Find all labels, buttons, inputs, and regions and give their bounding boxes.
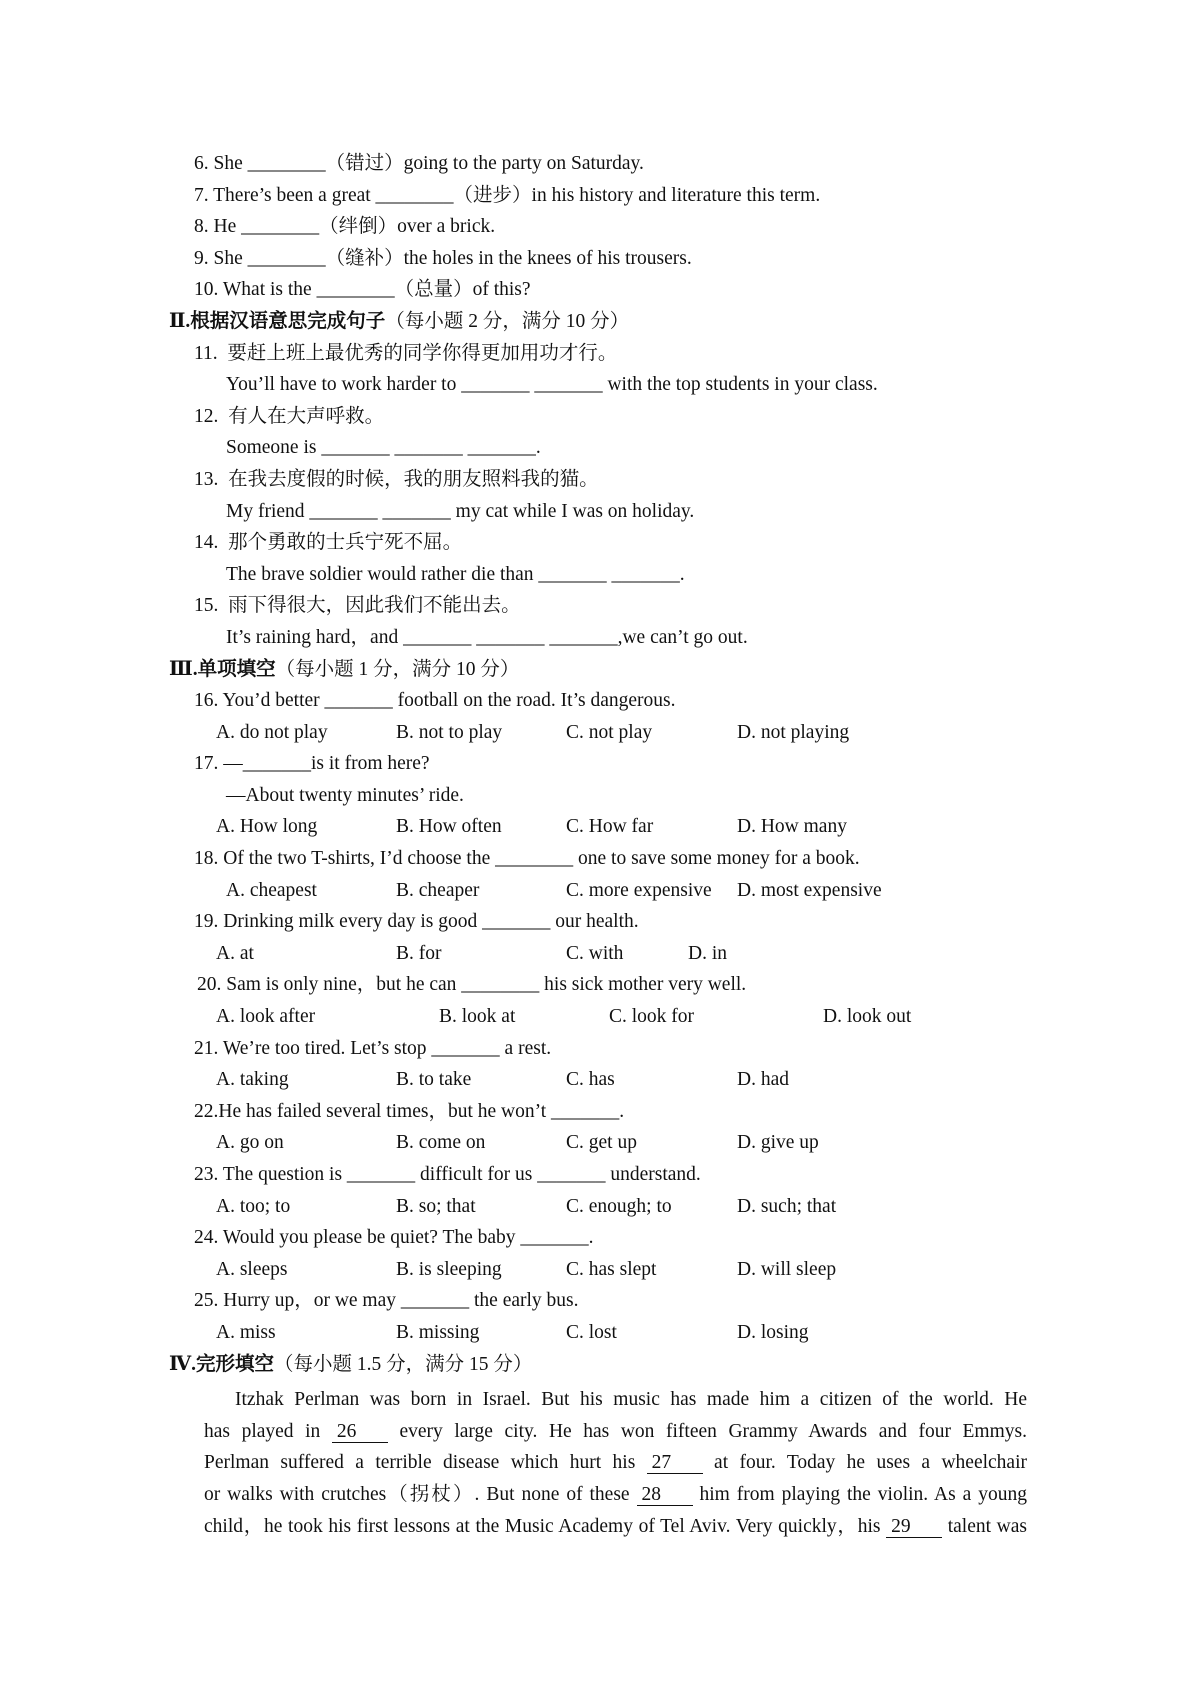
option-b: B. missing: [396, 1321, 480, 1343]
cloze-passage: [0, 1384, 1200, 1542]
option-c: C. has slept: [566, 1258, 657, 1280]
option-d: D. losing: [737, 1321, 809, 1343]
section-4-heading: [0, 1349, 1200, 1381]
option-d: D. not playing: [737, 721, 850, 743]
passage-line-1: Itzhak Perlman was born in Israel. But his music has made him a citizen of the world. He: [235, 1389, 1027, 1411]
passage-text: every large city. He has won fifteen Grammy Awards and four Emmys.: [387, 1420, 1027, 1442]
section-3-heading: [0, 654, 1200, 686]
option-b: B. How often: [396, 816, 502, 838]
passage-text: him from playing the violin. As a young: [692, 1483, 1027, 1505]
option-a: A. do not play: [216, 721, 328, 743]
question-17-reply: —About twenty minutes’ ride.: [226, 784, 464, 806]
question-21-stem: 21. We’re too tired. Let’s stop _______ a rest.: [194, 1037, 552, 1059]
option-c: C. get up: [566, 1132, 637, 1154]
question-14-english: The brave soldier would rather die than _______ _______.: [226, 563, 685, 585]
passage-line-2: [204, 1416, 1027, 1448]
option-d: D. most expensive: [737, 879, 882, 901]
question-15-chinese: 15. 雨下得很大，因此我们不能出去。: [194, 595, 521, 617]
question-20-options: [0, 1001, 1200, 1033]
option-d: D. will sleep: [737, 1258, 837, 1280]
section-3-title: Ⅲ.单项填空: [169, 658, 276, 680]
option-a: A. look after: [216, 1006, 316, 1028]
option-b: B. cheaper: [396, 879, 480, 901]
question-25-options: [0, 1317, 1200, 1349]
option-c: C. How far: [566, 816, 654, 838]
option-d: D. in: [688, 942, 727, 964]
question-11-chinese: 11. 要赶上班上最优秀的同学你得更加用功才行。: [194, 342, 618, 364]
option-a: A. miss: [216, 1321, 276, 1343]
question-14-chinese: 14. 那个勇敢的士兵宁死不屈。: [194, 532, 463, 554]
blank-26: 26: [332, 1421, 388, 1443]
passage-line-3: [204, 1447, 1027, 1479]
option-c: C. has: [566, 1069, 615, 1091]
question-18-options: [0, 875, 1200, 907]
option-c: C. more expensive: [566, 879, 712, 901]
question-15-english: It’s raining hard，and _______ _______ _______,we can’t go out.: [226, 626, 748, 648]
section-2-scoring: （每小题 2 分，满分 10 分）: [385, 310, 630, 332]
section-3-scoring: （每小题 1 分，满分 10 分）: [275, 658, 520, 680]
question-22-stem: 22.He has failed several times，but he won’t _______.: [194, 1100, 625, 1122]
blank-29: 29: [886, 1516, 942, 1538]
passage-text: child，he took his first lessons at the Music Academy of Tel Aviv. Very quickly，his: [204, 1515, 887, 1537]
blank-28: 28: [637, 1484, 693, 1506]
section-2-title: Ⅱ.根据汉语意思完成句子: [169, 310, 386, 332]
question-19-options: [0, 938, 1200, 970]
passage-text: Perlman suffered a terrible disease which hurt his: [204, 1452, 647, 1474]
question-13-chinese: 13. 在我去度假的时候，我的朋友照料我的猫。: [194, 468, 599, 490]
option-c: C. lost: [566, 1321, 617, 1343]
question-10: 10. What is the ________（总量）of this?: [194, 279, 531, 301]
question-7: 7. There’s been a great ________（进步）in his history and literature this term.: [194, 184, 821, 206]
section-2-heading: [0, 306, 1200, 338]
option-d: D. such; that: [737, 1195, 837, 1217]
section-4-scoring: （每小题 1.5 分，满分 15 分）: [274, 1353, 533, 1375]
passage-text: talent was: [942, 1515, 1028, 1537]
option-b: B. is sleeping: [396, 1258, 502, 1280]
option-b: B. for: [396, 942, 442, 964]
question-6: 6. She ________（错过）going to the party on Saturday.: [194, 153, 644, 174]
option-a: A. sleeps: [216, 1258, 288, 1280]
option-c: C. look for: [609, 1006, 695, 1028]
passage-line-4: [204, 1479, 1027, 1511]
question-13-english: My friend _______ _______ my cat while I was on holiday.: [226, 500, 695, 522]
question-9: 9. She ________（缝补）the holes in the knees of his trousers.: [194, 247, 692, 269]
question-12-english: Someone is _______ _______ _______.: [226, 437, 541, 459]
option-c: C. enough; to: [566, 1195, 672, 1217]
option-d: D. How many: [737, 816, 847, 838]
passage-text: at four. Today he uses a wheelchair: [702, 1452, 1027, 1474]
question-23-stem: 23. The question is _______ difficult for us _______ understand.: [194, 1164, 701, 1185]
option-d: D. had: [737, 1069, 789, 1091]
question-18-stem: 18. Of the two T-shirts, I’d choose the ________ one to save some money for a book.: [194, 848, 860, 870]
question-24-options: [0, 1254, 1200, 1286]
question-8: 8. He ________（绊倒）over a brick.: [194, 216, 496, 238]
question-21-options: [0, 1064, 1200, 1096]
option-b: B. to take: [396, 1069, 472, 1091]
question-16-stem: 16. You’d better _______ football on the road. It’s dangerous.: [194, 690, 676, 712]
option-b: B. come on: [396, 1132, 486, 1154]
question-25-stem: 25. Hurry up，or we may _______ the early bus.: [194, 1290, 579, 1312]
option-c: C. with: [566, 942, 624, 964]
section-4-title: Ⅳ.完形填空: [169, 1353, 275, 1375]
option-b: B. not to play: [396, 721, 503, 743]
option-a: A. cheapest: [226, 879, 317, 901]
option-a: A. at: [216, 942, 254, 964]
question-24-stem: 24. Would you please be quiet? The baby _______.: [194, 1227, 594, 1249]
option-b: B. so; that: [396, 1195, 476, 1217]
passage-text: or walks with crutches（拐杖）. But none of these: [204, 1483, 637, 1505]
question-11-english: You’ll have to work harder to _______ _______ with the top students in your class.: [226, 374, 878, 396]
question-19-stem: 19. Drinking milk every day is good _______ our health.: [194, 911, 639, 933]
question-23-options: [0, 1191, 1200, 1223]
question-12-chinese: 12. 有人在大声呼救。: [194, 405, 385, 427]
option-a: A. too; to: [216, 1195, 291, 1217]
option-b: B. look at: [439, 1006, 516, 1028]
exam-content: [0, 148, 1200, 1542]
question-16-options: [0, 717, 1200, 749]
passage-text: has played in: [204, 1420, 332, 1442]
blank-27: 27: [647, 1452, 703, 1474]
option-a: A. taking: [216, 1069, 289, 1091]
option-d: D. look out: [823, 1006, 912, 1028]
option-d: D. give up: [737, 1132, 819, 1154]
option-a: A. How long: [216, 816, 318, 838]
option-c: C. not play: [566, 721, 653, 743]
question-17-stem: 17. —_______is it from here?: [194, 753, 430, 775]
question-22-options: [0, 1127, 1200, 1159]
question-17-options: [0, 811, 1200, 843]
option-a: A. go on: [216, 1132, 284, 1154]
question-20-stem: 20. Sam is only nine，but he can ________ his sick mother very well.: [197, 974, 747, 996]
passage-line-5: [204, 1511, 1027, 1543]
